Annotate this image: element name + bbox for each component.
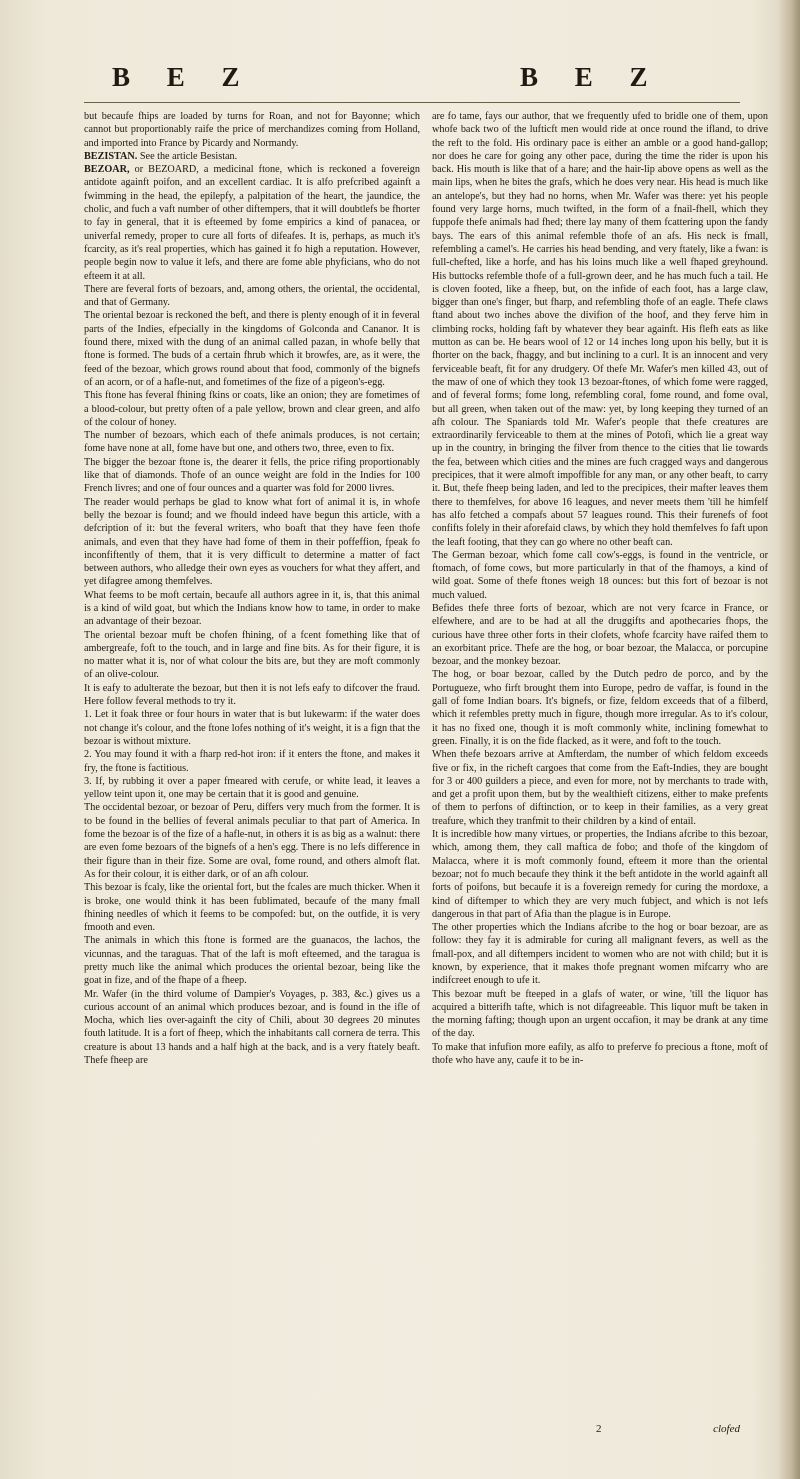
paragraph xyxy=(84,163,420,283)
header-rule xyxy=(84,102,740,103)
paragraph-text: This bezoar is fcaly, like the oriental fort, but the fcales are much thicker. When it is broke, one would think it has been fublimated, becaufe of the many fmall fhining needles of which it feems to be compofed: but, on the outfide, it is very fmooth and even. xyxy=(84,882,420,934)
paragraph xyxy=(84,110,420,150)
paragraph-text: It is incredible how many virtues, or properties, the Indians afcribe to this bezoar, which, among them, they call maftica de fobo; and thofe of the kingdom of Malacca, where it is moft commonly found, efteem it more than the oriental bezoar; not fo much becaufe they think it the beft antidote in the world againft all forts of poifons, but becaufe it is a fovereign remedy for curing the mordoxe, a kind of diftemper to which they are very much fubject, and which is not lefs dangerous in that part of Afia than the plague is in Europe. xyxy=(432,829,768,920)
paragraph-text: Befides thefe three forts of bezoar, which are not very fcarce in France, or elfewhere, and are to be had at all the druggifts and apothecaries fhops, the curious have three other forts in their clofets, whofe fcarcity have raifed them to an exorbitant price. Thefe are the hog, or boar bezoar, the Malacca, or porcupine bezoar, and the monkey bezoar. xyxy=(432,602,768,668)
paragraph-text: The oriental bezoar is reckoned the beft, and there is plenty enough of it in feveral parts of the Indies, efpecially in the kingdoms of Golconda and Cananor. It is found there, mixed with the dung of an animal called pazan, in whofe belly that ftone is formed. The buds of a certain fhrub which it browfes, are, as it were, the feed of the bezoar, which grows round about that food, commonly of the bignefs of an acorn, or of a hafle-nut, and fometimes of the fize of a pigeon's-egg. xyxy=(84,310,420,388)
paragraph xyxy=(84,589,420,629)
paragraph-text: or BEZOARD, a medicinal ftone, which is reckoned a fovereign antidote againft poifon, and an excellent cardiac. It is alfo prefcribed againft a fwimming in the head, the epilepfy, a palpitation of the heart, the jaundice, the cholic, and fuch a vaft number of other diftempers, that it will doubtlefs be fhorter to fay in general, that it is efteemed by fome empirics a kind of panacea, or univerfal remedy, proper to cure all forts of difeafes. It is, perhaps, as much it's fcarcity, as it's real properties, which has gained it fo high a reputation. However, people begin now to value it lefs, and there are fome able phyficians, who do not efteem it at all. xyxy=(84,164,420,282)
paragraph-text: The other properties which the Indians afcribe to the hog or boar bezoar, are as follow: they fay it is admirable for curing all malignant fevers, as well as the fmall-pox, and all diftempers incident to women who are not with child; but it is known, by experience, that it makes thofe pregnant women mifcarry who are indifcreet enough to ufe it. xyxy=(432,922,768,987)
paragraph xyxy=(84,389,420,429)
paragraph xyxy=(84,309,420,389)
paragraph xyxy=(432,748,768,828)
paragraph xyxy=(84,708,420,748)
right-column xyxy=(432,110,768,1460)
paragraph-text: This ftone has feveral fhining fkins or coats, like an onion; they are fometimes of a blood-colour, but pretty often of a pale yellow, brown and clear green, and alfo of the colour of honey. xyxy=(84,390,420,428)
paragraph-text: To make that infufion more eafily, as alfo to preferve fo precious a ftone, moft of thofe who have any, caufe it to be in- xyxy=(432,1041,768,1067)
paragraph-text: This bezoar muft be fteeped in a glafs of water, or wine, 'till the liquor has acquired a bitterifh tafte, which is not difagreeable. This liquor muft be taken in the morning fafting; though upon an urgent occafion, it may be drank at any time of the day. xyxy=(432,988,768,1040)
paragraph xyxy=(84,682,420,709)
paragraph-text: but becaufe fhips are loaded by turns for Roan, and not for Bayonne; which cannot but proportionably raife the price of merchandizes coming from Holland, and imported into France by Picardy and Normandy. xyxy=(84,111,420,149)
paragraph xyxy=(84,150,420,163)
paragraph xyxy=(84,429,420,456)
paragraph xyxy=(432,828,768,921)
paragraph-text: The animals in which this ftone is formed are the guanacos, the lachos, the vicunnas, and the taraguas. That of the laft is moft efteemed, and the taragua is pretty much like the animal which produces the oriental bezoar, being like the goat in fize, and of the fhape of a fheep. xyxy=(84,935,420,987)
paragraph xyxy=(84,934,420,987)
paragraph xyxy=(84,775,420,802)
paragraph-text: The bigger the bezoar ftone is, the dearer it fells, the price rifing proportionably like that of diamonds. Thofe of an ounce weight are fold in the Indies for 100 French livres; and one of four ounces and a quarter was fold for 2000 livres. xyxy=(84,456,420,495)
catchword: clofed xyxy=(713,1423,740,1435)
paragraph xyxy=(432,110,768,549)
paragraph-text: 1. Let it foak three or four hours in water that is but lukewarm: if the water does not change it's colour, and the ftone lofes nothing of it's weight, it is a fign that the bezoar is without mixture. xyxy=(84,709,420,747)
paragraph xyxy=(432,921,768,987)
paragraph-text: The number of bezoars, which each of thefe animals produces, is not certain; fome have none at all, fome have but one, and others two, three, even to fix. xyxy=(84,430,420,455)
paragraph-text: There are feveral forts of bezoars, and, among others, the oriental, the occidental, and that of Germany. xyxy=(84,283,420,309)
paragraph-text: Mr. Wafer (in the third volume of Dampier's Voyages, p. 383, &c.) gives us a curious account of an animal which produces bezoar, and is found in the ifle of Mocha, which lies over-againft the city of Chili, about 30 degrees 20 minutes fouth latitude. It is a fort of fheep, which the inhabitants call cornera de terra. This creature is about 13 hands and a half high at the back, and is a very ftately beaft. Thefe fheep are xyxy=(84,988,420,1067)
paragraph-text: It is eafy to adulterate the bezoar, but then it is not lefs eafy to difcover the fraud. Here follow feveral methods to try it. xyxy=(84,682,420,708)
entry-headword: BEZOAR, xyxy=(84,164,130,176)
left-column xyxy=(84,110,420,1460)
paragraph xyxy=(84,283,420,310)
paragraph-text: 2. You may found it with a fharp red-hot iron: if it enters the ftone, and makes it fry, the ftone is factitious. xyxy=(84,749,420,774)
paragraph xyxy=(84,629,420,682)
paragraph xyxy=(84,748,420,775)
paragraph xyxy=(432,668,768,748)
paragraph xyxy=(84,881,420,934)
paragraph xyxy=(432,988,768,1041)
paragraph-text: 3. If, by rubbing it over a paper fmeared with cerufe, or white lead, it leaves a yellow teint upon it, one may be certain that it is good and genuine. xyxy=(84,775,420,801)
paragraph xyxy=(84,456,420,496)
paragraph-text: The hog, or boar bezoar, called by the Dutch pedro de porco, and by the Portugueze, who firft brought them into Europe, pedro de vaffar, is found in the gall of fome Indian boars. It's bignefs, or fize, feldom exceeds that of a filberd, which it refembles pretty much in figure, though more irregular. As to it's colour, it has no fixed one, though it is moft commonly white, inclining fomewhat to green. Finally, it is on the fide flacked, as it were, and foft to the touch. xyxy=(432,669,768,747)
page-edge-shadow xyxy=(778,0,800,1479)
paragraph-text: The German bezoar, which fome call cow's-eggs, is found in the ventricle, or ftomach, of fome cows, but more particularly in that of the fhamoys, a kind of wild goat. Some of thefe ftones weigh 18 ounces: but this fort of bezoar is not much valued. xyxy=(432,549,768,601)
paragraph xyxy=(84,988,420,1068)
paragraph-text: are fo tame, fays our author, that we frequently ufed to bridle one of them, upon whofe back two of the lufticft men would ride at once round the ifland, to drive the reft to the fold. His ordinary pace is either an amble or a good hand-gallop; nor does he care for going any other pace, during the time the rider is upon his back. His mouth is like that of a hare; and the hair-lip above opens as well as the main lips, when he bites the grafs, which he does very near. His head is much like an antelope's, but they had no horns, when Mr. Wafer was there: yet his people found very large horns, much twifted, in the form of a fnail-fhell, which they fuppofe thefe animals had fhed; there lay many of them fcattering upon the fandy bays. The ears of this animal refemble thofe of an afs. His neck is fmall, refembling a camel's. He carries his head bending, and very ftately, like a fwan: is full-chefted, like a horfe, and has his loins much like a well fhaped greyhound. His buttocks refemble thofe of a full-grown deer, and he has much fuch a tail. He is cloven footed, like a fheep, but, on the infide of each foot, has a large claw, bigger than one's finger, but fharp, and refembling thofe of an eagle. Thefe claws ftand about two inches above the divifion of the hoof, and they ferve him in climbing rocks, holding faft by whatever they bear againft. His flefh eats as like mutton as can be. He bears wool of 12 or 14 inches long upon his belly, but it is fhorter on the back, fhaggy, and but inclining to a curl. It is an innocent and very ferviceable beaft, fit for any drudgery. Of thefe Mr. Wafer's men killed 43, out of the maw of one of which they took 13 bezoar-ftones, of which fome were ragged, and of feveral forms; fome long, refembling coral, fome round, and fome oval, but all green, when taken out of the maw: yet, by long keeping they turned of an afh colour. The Spaniards told Mr. Wafer's people that thefe creatures are extraordinarily ferviceable to them at the mines of Potofi, which lie a great way up in the country, in bringing the filver from thence to the cities that lie towards the fea, between which cities and the mines are fuch cragged ways and dangerous precipices, that it were almoft impoffible for any man, or any other beaft, to carry it. But, thefe fheep being laden, and led to the precipices, their mafter leaves them there to themfelves, for above 16 leagues, and never meets them 'till he himfelf has alfo fetched a compafs about 57 leagues round. This their furenefs of foot confifts folely in their aforefaid claws, by which they hold themfelves fo faft upon the leaft footing, that they can go where no other beaft can. xyxy=(432,111,768,548)
paragraph-text: The reader would perhaps be glad to know what fort of animal it is, in whofe belly the bezoar is found; and we fhould indeed have begun this article, with a defcription of it: but the feveral writers, who boaft that they have feen thofe animals, and even that they have had fome of them in their poffeffion, fpeak fo inconfiftently of them, that it is very difficult to determine a matter of fact between authors, who alledge their own eyes as vouchers for what they affert, and yet difagree among themfelves. xyxy=(84,496,420,588)
paragraph xyxy=(84,801,420,881)
running-head-right: B E Z xyxy=(520,62,663,92)
paragraph-text: The occidental bezoar, or bezoar of Peru, differs very much from the former. It is to be found in the bellies of feveral animals peculiar to that part of America. In fome the bezoar is of the fize of a hafle-nut, in others it is as big as a walnut: there are even fome bezoars of the bignefs of a hen's egg. There is no lefs difference in their figure than in their fize. Some are oval, fome round, and others almoft flat. As for their colour, it is either dark, or of an afh colour. xyxy=(84,802,420,880)
signature-mark: 2 xyxy=(596,1423,602,1435)
paragraph-text: When thefe bezoars arrive at Amfterdam, the number of which feldom exceeds five or fix, in the richeft cargoes that come from the Eaft-Indies, they are bought for 3 or 400 guilders a piece, and even for more, not by merchants to trade with, and get a profit upon them, but by the wealthieft citizens, either to make prefents of them to perfons of diftinction, or to keep in their families, as a very great treafure, which they tranfmit to their children by a kind of entail. xyxy=(432,749,768,827)
running-head-left: B E Z xyxy=(112,62,255,92)
paragraph xyxy=(432,549,768,602)
paragraph-text: The oriental bezoar muft be chofen fhining, of a fcent fomething like that of ambergreafe, foft to the touch, and in large and fine bits. As for their figure, it is no matter what it is, nor of what colour the bits are, but they are moft commonly of an olive-colour. xyxy=(84,629,420,681)
paragraph xyxy=(432,602,768,668)
paragraph-text: What feems to be moft certain, becaufe all authors agree in it, is, that this animal is a kind of wild goat, but which the Indians know how to tame, in order to make an advantage of their bezoar. xyxy=(84,589,420,628)
paragraph xyxy=(84,496,420,589)
paragraph xyxy=(432,1041,768,1068)
paragraph-text: See the article Besistan. xyxy=(137,150,238,162)
entry-headword: BEZISTAN. xyxy=(84,150,138,162)
